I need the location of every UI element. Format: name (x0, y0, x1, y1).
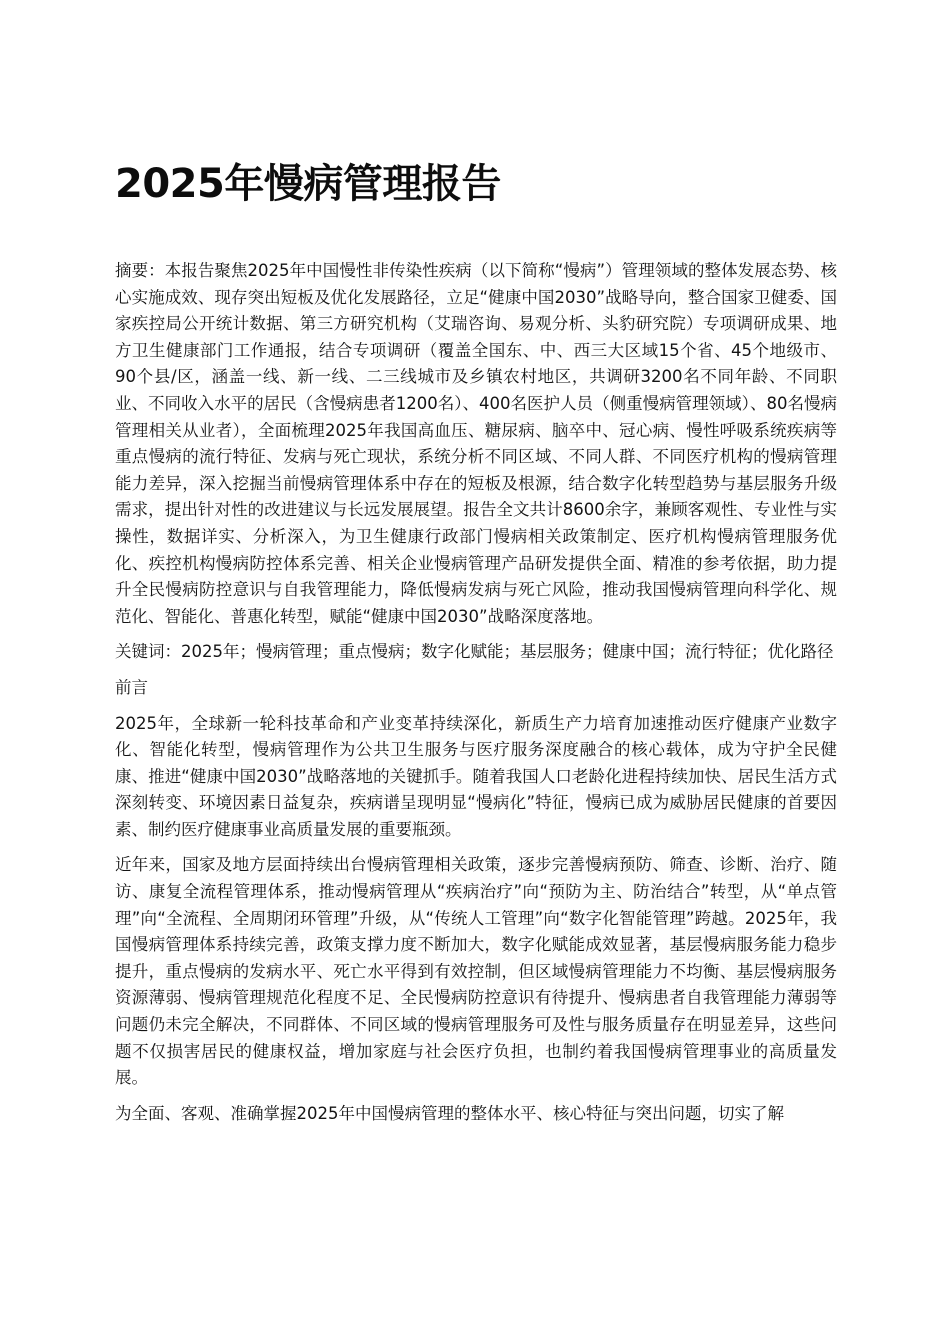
preface-heading: 前言 (115, 677, 148, 697)
preface-paragraph: 近年来，国家及地方层面持续出台慢病管理相关政策，逐步完善慢病预防、筛查、诊断、治疗、随访、康复全流程管理体系，推动慢病管理从“疾病治疗”向“预防为主、防治结合”转型，从“单点管理”向“全流程、全周期闭环管理”升级，从“传统人工管理”向“数字化智能管理”跨越。2025年，我国慢病管理体系持续完善，政策支撑力度不断加大，数字化赋能成效显著，基层慢病服务能力稳步提升，重点慢病的发病水平、死亡水平得到有效控制，但区域慢病管理能力不均衡、基层慢病服务资源薄弱、慢病管理规范化程度不足、全民慢病防控意识有待提升、慢病患者自我管理能力薄弱等问题仍未完全解决，不同群体、不同区域的慢病管理服务可及性与服务质量存在明显差异，这些问题不仅损害居民的健康权益，增加家庭与社会医疗负担，也制约着我国慢病管理事业的高质量发展。 (115, 855, 837, 1088)
preface-paragraph: 2025年，全球新一轮科技革命和产业变革持续深化，新质生产力培育加速推动医疗健康产业数字化、智能化转型，慢病管理作为公共卫生服务与医疗服务深度融合的核心载体，成为守护全民健康、推进“健康中国2030”战略落地的关键抓手。随着我国人口老龄化进程持续加快、居民生活方式深刻转变、环境因素日益复杂，疾病谱呈现明显“慢病化”特征，慢病已成为威胁居民健康的首要因素、制约医疗健康事业高质量发展的重要瓶颈。 (115, 713, 837, 839)
page-title: 2025年慢病管理报告 (115, 161, 501, 207)
keywords-paragraph: 关键词：2025年；慢病管理；重点慢病；数字化赋能；基层服务；健康中国；流行特征；优化路径 (115, 642, 834, 662)
document-body (115, 258, 837, 1136)
preface-paragraph: 为全面、客观、准确掌握2025年中国慢病管理的整体水平、核心特征与突出问题，切实了解 (115, 1103, 784, 1123)
abstract-paragraph: 摘要：本报告聚焦2025年中国慢性非传染性疾病（以下简称“慢病”）管理领域的整体发展态势、核心实施成效、现存突出短板及优化发展路径，立足“健康中国2030”战略导向，整合国家卫健委、国家疾控局公开统计数据、第三方研究机构（艾瑞咨询、易观分析、头豹研究院）专项调研成果、地方卫生健康部门工作通报，结合专项调研（覆盖全国东、中、西三大区域15个省、45个地级市、90个县/区，涵盖一线、新一线、二三线城市及乡镇农村地区，共调研3200名不同年龄、不同职业、不同收入水平的居民（含慢病患者1200名）、400名医护人员（侧重慢病管理领域）、80名慢病管理相关从业者），全面梳理2025年我国高血压、糖尿病、脑卒中、冠心病、慢性呼吸系统疾病等重点慢病的流行特征、发病与死亡现状，系统分析不同区域、不同人群、不同医疗机构的慢病管理能力差异，深入挖掘当前慢病管理体系中存在的短板及根源，结合数字化转型趋势与基层服务升级需求，提出针对性的改进建议与长远发展展望。报告全文共计8600余字，兼顾客观性、专业性与实操性，数据详实、分析深入，为卫生健康行政部门慢病相关政策制定、医疗机构慢病管理服务优化、疾控机构慢病防控体系完善、相关企业慢病管理产品研发提供全面、精准的参考依据，助力提升全民慢病防控意识与自我管理能力，降低慢病发病与死亡风险，推动我国慢病管理向科学化、规范化、智能化、普惠化转型，赋能“健康中国2030”战略深度落地。 (115, 261, 837, 626)
